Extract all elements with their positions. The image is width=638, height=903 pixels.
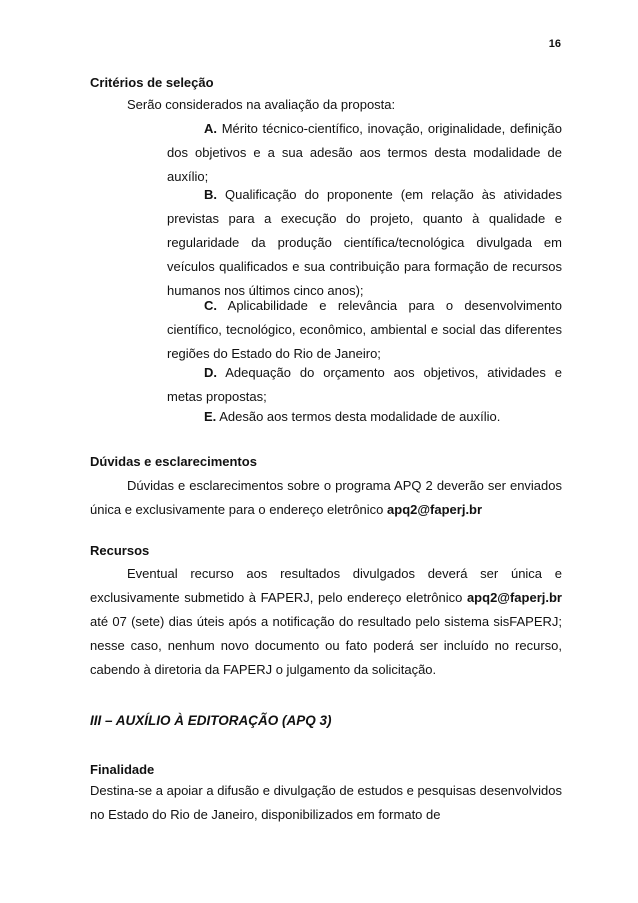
criterio-label: A. [204,121,217,136]
criterios-intro: Serão considerados na avaliação da proposta: [127,97,396,112]
section3-heading: III – AUXÍLIO À EDITORAÇÃO (APQ 3) [90,713,332,728]
criterio-label: B. [204,187,217,202]
criterio-item-b [167,183,562,303]
criterio-item-c [167,294,562,366]
finalidade-paragraph: Destina-se a apoiar a difusão e divulgação de estudos e pesquisas desenvolvidos no Estado do Rio de Janeiro, disponibilizados em formato de [90,783,562,822]
recursos-text-before: Eventual recurso aos resultados divulgados deverá ser única e exclusivamente submetido à FAPERJ, pelo endereço eletrônico [90,566,562,605]
recursos-text-after: até 07 (sete) dias úteis após a notificação do resultado pelo sistema sisFAPERJ; nesse caso, nenhum novo documento ou fato poderá ser incluído no recurso, cabendo à diretoria da FAPERJ o julgamento da solicitação. [90,614,562,677]
finalidade-heading: Finalidade [90,762,155,777]
criterio-text: Adequação do orçamento aos objetivos, atividades e metas propostas; [167,365,562,404]
criterio-text: Mérito técnico-científico, inovação, originalidade, definição dos objetivos e a sua adesão aos termos desta modalidade de auxílio; [167,121,562,184]
criterio-text: Qualificação do proponente (em relação às atividades previstas para a execução do projeto, quanto à qualidade e regularidade da produção científica/tecnológica divulgada em veículos qualificados e sua contribuição para formação de recursos humanos nos últimos cinco anos); [167,187,562,298]
criterio-label: C. [204,298,217,313]
criterio-text: Adesão aos termos desta modalidade de auxílio. [219,409,501,424]
page-number: 16 [548,38,561,50]
criterios-heading: Critérios de seleção [90,75,214,90]
duvidas-paragraph [90,474,562,522]
duvidas-email-link[interactable]: apq2@faperj.br [387,502,483,517]
criterio-item-a [167,117,562,189]
recursos-paragraph [90,562,562,682]
criterio-text: Aplicabilidade e relevância para o desenvolvimento científico, tecnológico, econômico, ambiental e social das diferentes regiões do Estado do Rio de Janeiro; [167,298,562,361]
recursos-email-link[interactable]: apq2@faperj.br [466,590,562,605]
criterio-label: E. [204,409,217,424]
duvidas-text: Dúvidas e esclarecimentos sobre o programa APQ 2 deverão ser enviados única e exclusivamente para o endereço eletrônico [90,478,562,517]
recursos-heading: Recursos [90,543,150,558]
criterio-label: D. [204,365,217,380]
criterio-item-d [167,361,562,409]
criterio-item-e [167,405,562,429]
duvidas-heading: Dúvidas e esclarecimentos [90,454,257,469]
